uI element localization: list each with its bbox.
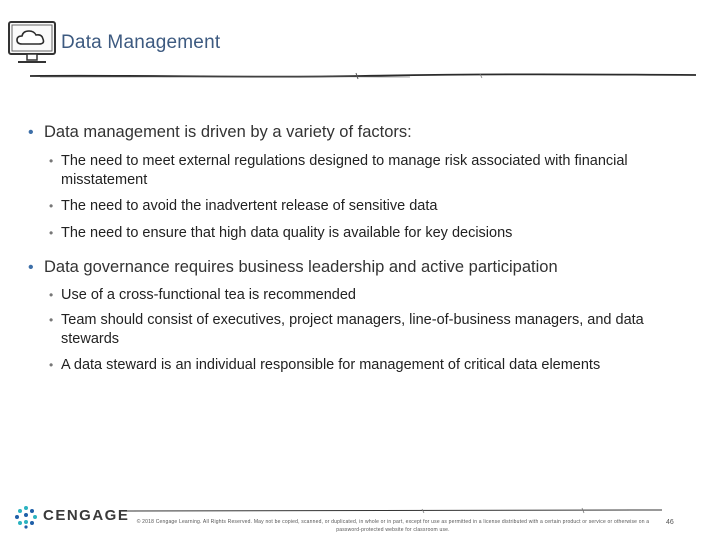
bullet-level2 — [28, 311, 698, 349]
footer-divider — [122, 506, 662, 516]
header-divider — [30, 70, 696, 82]
bullet-text: A data steward is an individual responsible for management of critical data elements — [61, 357, 601, 373]
bullet-dot-icon: • — [49, 358, 54, 372]
bullet-level1 — [28, 122, 698, 143]
bullet-level2 — [28, 197, 698, 216]
cengage-logo-icon — [14, 505, 38, 529]
bullet-level2 — [28, 224, 698, 243]
bullet-dot-icon: • — [49, 154, 54, 168]
bullet-dot-icon: • — [49, 288, 54, 302]
cloud-monitor-icon — [6, 18, 58, 68]
bullet-level2 — [28, 286, 698, 305]
bullet-dot-icon: • — [49, 313, 54, 327]
page-title: Data Management — [61, 32, 221, 53]
slide-content — [28, 122, 698, 375]
bullet-text: Use of a cross-functional tea is recommended — [61, 287, 356, 303]
logo-wordmark: CENGAGE — [43, 507, 130, 524]
bullet-text: The need to avoid the inadvertent release of sensitive data — [61, 198, 438, 214]
bullet-text: Data governance requires business leadership and active participation — [44, 258, 558, 276]
bullet-level2 — [28, 152, 698, 190]
bullet-level1 — [28, 257, 698, 278]
bullet-dot-icon: • — [49, 226, 54, 240]
bullet-text: Team should consist of executives, project managers, line-of-business managers, and data stewards — [61, 312, 644, 347]
bullet-text: The need to meet external regulations designed to manage risk associated with financial misstatement — [61, 153, 628, 188]
page-number: 46 — [666, 519, 674, 526]
bullet-dot-icon: • — [49, 199, 54, 213]
bullet-level2 — [28, 356, 698, 375]
bullet-text: The need to ensure that high data quality is available for key decisions — [61, 225, 513, 241]
bullet-dot-icon: • — [28, 124, 34, 141]
bullet-dot-icon: • — [28, 259, 34, 276]
copyright-notice: © 2018 Cengage Learning. All Rights Reserved. May not be copied, scanned, or duplicated, in whole or in part, except for use as permitted in a license distributed with a certain product or service or otherwise on a password-protected website for classroom use. — [136, 519, 650, 533]
bullet-text: Data management is driven by a variety of factors: — [44, 123, 412, 141]
